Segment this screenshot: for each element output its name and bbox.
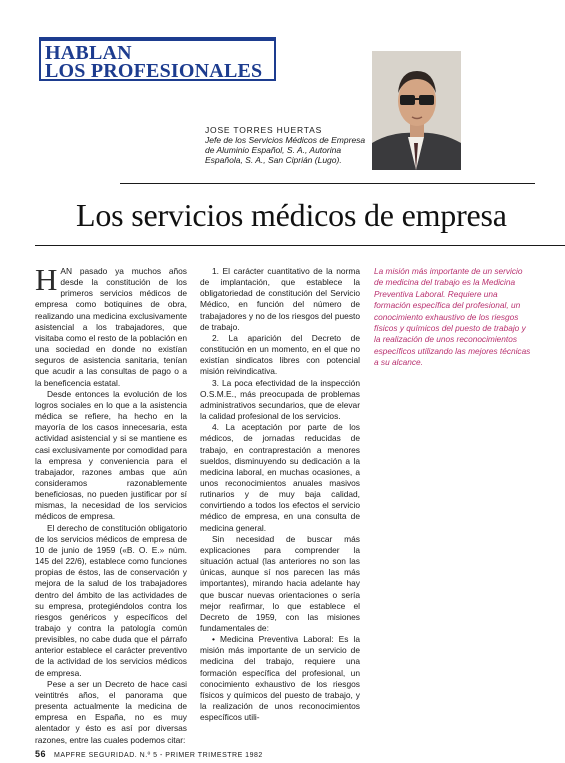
section-title-line1: HABLAN: [45, 42, 132, 64]
article-headline: Los servicios médicos de empresa: [76, 197, 507, 233]
body-column-1: [35, 262, 187, 746]
author-name: JOSE TORRES HUERTAS: [205, 125, 323, 135]
body-paragraph: 2. La aparición del Decreto de constitución en un momento, en el que no existían sindicatos libres con potencial misión reivindicativa.: [200, 332, 360, 377]
section-header: [39, 37, 276, 81]
body-paragraph: Pese a ser un Decreto de hace casi veintitrés años, el panorama que presenta actualmente la medicina de empresa en España, no es muy alentador y ésto es así por diversas razones, entre las cuales podemos citar:: [35, 678, 187, 745]
body-paragraph: 3. La poca efectividad de la inspección O.S.M.E., más preocupada de problemas administrativos secundarios, que de elevar la calidad profesional de los servicios.: [200, 377, 360, 422]
body-paragraph: Desde entonces la evolución de los logros sociales en lo que a la asistencia médica se refiere, ha hecho en la mayoría de los casos innecesaria, esta actividad asistencial y si se mantiene es casi exclusivamente por comodidad para la empresa y conveniencia para el trabajador, razones ambas que aún consideramos razonablemente beneficiosas, no pueden justificar por sí mismas, la necesidad de los servicios médicos de empresa.: [35, 388, 187, 522]
section-header-bar: [39, 37, 276, 41]
headline-rule-bottom: [35, 245, 565, 246]
pull-quote: La misión más importante de un servicio de medicina del trabajo es la Medicina Preventiva Laboral. Requiere una formación específica del profesional, un conocimiento exhaustivo de los riesgos físicos y químicos del puesto de trabajo y la realización de unos reconocimientos específicos utilizando las mejores técnicas a su alcance.: [374, 266, 531, 368]
body-text: AN pasado ya muchos años desde la constitución de los primeros servicios médicos de empresa como botiquines de obra, realizando una medicina exclusivamente asistencial a los trabajadores, que visitaba como el resto de la población en una sociedad en donde no existían seguros de asistencia sanitaria, tenían que acudir a las consultas de pago o a la beneficencia estatal.: [35, 266, 187, 388]
body-paragraph: Sin necesidad de buscar más explicaciones para comprender la situación actual (las anteriores no son las únicas, aunque sí nos parecen las más importantes), mirando hacia adelante hay que buscar nuevas orientaciones o sería mejor reafirmar, lo que establece el Decreto de 1959, con las misiones fundamentales de:: [200, 533, 360, 633]
body-paragraph: 4. La aceptación por parte de los médicos, de jornadas reducidas de trabajo, en contraprestación a menores sueldos, disminuyendo su dedicación a la medicina laboral, en muchas ocasiones, a unos reconocimientos anuales masivos rutinarios y de muy baja calidad, convirtiendo a todos los efectos el servicio médico de empresa, en una consulta de medicina general.: [200, 422, 360, 533]
section-title-line2: LOS PROFESIONALES: [45, 60, 263, 82]
author-byline: [205, 125, 370, 165]
headline-rule-top: [120, 183, 535, 184]
body-paragraph: El derecho de constitución obligatorio de los servicios médicos de empresa de 10 de junio de 1959 («B. O. E.» núm. 145 del 22/6), establece como funciones propias de éstos, las de conservación y mejora de la salud de los trabajadores dentro del ámbito de las actividades de su empresa, protegiéndolos contra los riesgos genéricos y específicos del trabajo y contra la patología común previsibles, no cabe duda que el párrafo anterior establece el carácter preventivo de la actividad de los servicios médicos de empresa.: [35, 522, 187, 678]
page-number: 56: [35, 749, 47, 759]
author-role: Jefe de los Servicios Médicos de Empresa de Aluminio Español, S. A., Autorina Española, S. A., San Ciprián (Lugo).: [205, 135, 366, 165]
page-footer: [35, 749, 263, 759]
footer-publication: MAPFRE SEGURIDAD. N.º 5 - PRIMER TRIMESTRE 1982: [54, 752, 263, 759]
body-paragraph: 1. El carácter cuantitativo de la norma de implantación, que establece la obligatoriedad de constitución del Servicio Médico, en función del número de trabajadores y no de los riesgos del puesto de trabajo.: [200, 266, 360, 332]
body-paragraph: [35, 262, 187, 389]
body-column-2: [200, 266, 360, 723]
author-portrait: [372, 51, 461, 170]
drop-cap: H: [35, 262, 58, 297]
body-paragraph: • Medicina Preventiva Laboral: Es la misión más importante de un servicio de medicina del trabajo, requiere una formación específica del profesional, un conocimiento exhaustivo de los riesgos físicos y químicos del puesto de trabajo, y la realización de unos reconocimientos específicos utili-: [200, 634, 360, 723]
